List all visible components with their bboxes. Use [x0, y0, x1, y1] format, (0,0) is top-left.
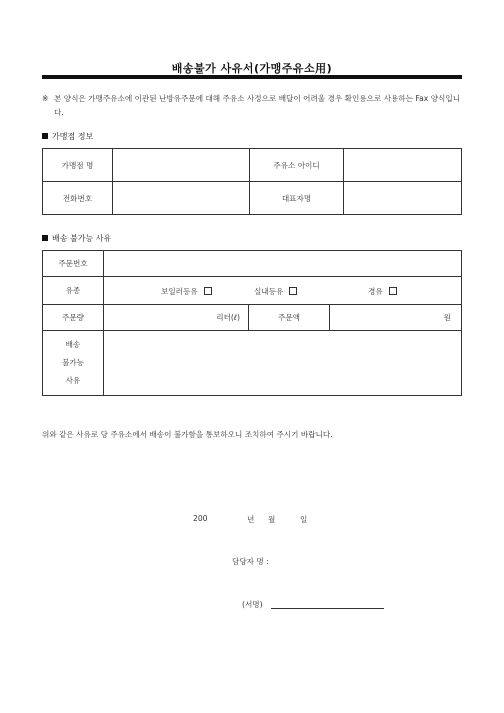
quantity-field[interactable] — [104, 305, 249, 331]
square-bullet-icon — [42, 235, 48, 241]
fuel-option-diesel[interactable] — [368, 286, 397, 297]
date-year-unit: 년 — [247, 515, 255, 524]
order-no-field[interactable] — [104, 251, 462, 277]
checkbox-icon[interactable] — [204, 287, 212, 295]
order-no-label: 주문번호 — [43, 251, 104, 277]
title-underline — [42, 75, 462, 79]
liter-unit: 리터(ℓ) — [216, 313, 240, 322]
signature-line[interactable] — [271, 608, 384, 609]
fuel-option-label: 경유 — [368, 286, 383, 296]
fuel-option-boiler-kerosene[interactable] — [161, 286, 212, 297]
closing-statement: 위와 같은 사유로 당 주유소에서 배송이 불가함을 통보하오니 조치하여 주시기 바랍니다. — [42, 430, 333, 439]
date-day-unit: 일 — [300, 515, 308, 524]
manager-name-label: 담당자 명 : — [232, 557, 269, 566]
fuel-type-options — [104, 277, 462, 305]
section-heading-text: 가맹점 정보 — [52, 132, 94, 141]
won-unit: 원 — [443, 313, 452, 322]
date-year: 200 — [193, 514, 208, 523]
amount-field[interactable] — [330, 305, 462, 331]
phone-label: 전화번호 — [43, 182, 113, 215]
checkbox-icon[interactable] — [389, 287, 397, 295]
representative-field[interactable] — [344, 182, 462, 215]
reason-label-line: 사유 — [65, 376, 81, 385]
quantity-label: 주문량 — [43, 305, 104, 331]
store-name-field[interactable] — [113, 149, 250, 182]
fuel-type-label: 유종 — [43, 277, 104, 305]
store-name-label: 가맹점 명 — [43, 149, 113, 182]
fuel-option-label: 실내등유 — [254, 286, 284, 296]
square-bullet-icon — [42, 133, 48, 139]
checkbox-icon[interactable] — [289, 287, 297, 295]
fuel-option-indoor-kerosene[interactable] — [254, 286, 297, 297]
document-title: 배송불가 사유서(가맹주유소用) — [171, 62, 333, 75]
station-id-label: 주유소 아이디 — [250, 149, 344, 182]
reason-label — [43, 331, 104, 396]
fuel-option-label: 보일러등유 — [161, 286, 198, 296]
note-text: 본 양식은 가맹주유소에 이관된 난방유주문에 대해 주유소 사정으로 배달이 어려울 경우 확인용으로 사용하는 Fax 양식입니다. — [54, 94, 461, 117]
station-id-field[interactable] — [344, 149, 462, 182]
phone-field[interactable] — [113, 182, 250, 215]
representative-label: 대표자명 — [250, 182, 344, 215]
usage-note — [42, 92, 467, 120]
date-month-unit: 월 — [268, 515, 276, 524]
store-info-table — [42, 148, 462, 215]
reason-label-line: 불가능 — [61, 358, 84, 367]
signature-label: (서명) — [242, 600, 263, 609]
amount-label: 주문액 — [249, 305, 330, 331]
section-heading-delivery-reason — [42, 233, 111, 244]
reason-label-line: 배송 — [65, 340, 81, 349]
note-mark: ※ — [42, 94, 49, 103]
section-heading-store-info — [42, 131, 93, 142]
section-heading-text: 배송 불가능 사유 — [52, 234, 112, 243]
reason-field[interactable] — [104, 331, 462, 396]
delivery-reason-table — [42, 250, 462, 396]
